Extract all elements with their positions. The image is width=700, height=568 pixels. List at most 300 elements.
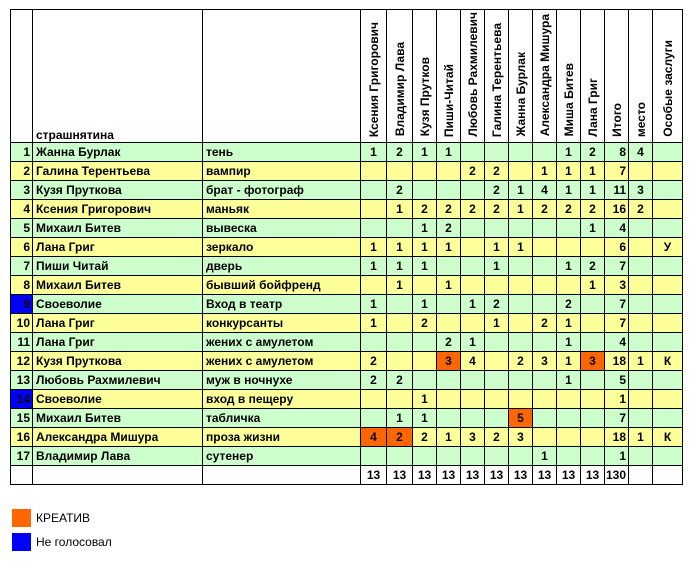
table-row — [11, 389, 683, 408]
work-cell: сутенер — [203, 446, 361, 465]
footer-cell — [203, 465, 361, 484]
author-cell: Своеволие — [33, 389, 203, 408]
vote-cell — [461, 389, 485, 408]
work-cell: брат - фотограф — [203, 180, 361, 199]
vote-cell — [361, 446, 387, 465]
vote-cell: 2 — [509, 351, 533, 370]
place-cell — [629, 218, 653, 237]
footer-vote-sum: 13 — [485, 465, 509, 484]
row-number: 5 — [11, 218, 33, 237]
work-header — [203, 10, 361, 143]
vote-cell: 1 — [557, 370, 581, 389]
vote-cell — [533, 370, 557, 389]
creative-swatch — [12, 509, 31, 527]
vote-cell: 1 — [557, 313, 581, 332]
total-cell: 1 — [605, 389, 629, 408]
vote-cell: 2 — [387, 180, 413, 199]
place-cell: 3 — [629, 180, 653, 199]
vote-cell — [509, 446, 533, 465]
header-row — [11, 10, 683, 143]
vote-cell — [361, 408, 387, 427]
vote-cell: 1 — [509, 180, 533, 199]
author-cell: Михаил Битев — [33, 218, 203, 237]
vote-cell: 3 — [581, 351, 605, 370]
vote-cell: 1 — [387, 275, 413, 294]
merit-cell: К — [653, 427, 683, 446]
vote-cell: 1 — [461, 332, 485, 351]
table-row — [11, 370, 683, 389]
vote-cell — [437, 161, 461, 180]
vote-cell: 1 — [485, 256, 509, 275]
vote-cell: 2 — [485, 180, 509, 199]
author-cell: Кузя Пруткова — [33, 351, 203, 370]
vote-cell: 2 — [437, 218, 461, 237]
voter-header-label: Александра Мишура — [537, 14, 552, 137]
work-cell: Вход в театр — [203, 294, 361, 313]
work-cell: тень — [203, 142, 361, 161]
vote-cell — [461, 218, 485, 237]
table-row — [11, 332, 683, 351]
place-cell — [629, 256, 653, 275]
total-cell: 18 — [605, 351, 629, 370]
vote-cell — [509, 294, 533, 313]
vote-cell — [461, 237, 485, 256]
vote-cell — [461, 313, 485, 332]
table-row — [11, 446, 683, 465]
voter-header — [361, 10, 387, 143]
total-header — [605, 10, 629, 143]
vote-cell: 4 — [461, 351, 485, 370]
total-cell: 7 — [605, 294, 629, 313]
vote-cell — [581, 427, 605, 446]
row-number: 16 — [11, 427, 33, 446]
table-row — [11, 427, 683, 446]
vote-cell — [581, 446, 605, 465]
vote-cell: 1 — [437, 237, 461, 256]
vote-cell: 1 — [413, 237, 437, 256]
vote-cell — [533, 408, 557, 427]
place-cell — [629, 275, 653, 294]
vote-cell — [437, 180, 461, 199]
vote-cell — [485, 389, 509, 408]
work-cell: вампир — [203, 161, 361, 180]
vote-cell — [361, 161, 387, 180]
vote-cell — [485, 370, 509, 389]
vote-cell — [581, 332, 605, 351]
vote-cell — [557, 408, 581, 427]
table-row — [11, 294, 683, 313]
author-cell: Лана Григ — [33, 313, 203, 332]
vote-cell: 1 — [387, 256, 413, 275]
vote-cell — [533, 389, 557, 408]
vote-cell: 2 — [361, 351, 387, 370]
vote-cell — [361, 332, 387, 351]
vote-cell — [361, 389, 387, 408]
vote-cell — [387, 446, 413, 465]
vote-cell — [485, 218, 509, 237]
vote-cell — [533, 332, 557, 351]
vote-cell: 2 — [485, 427, 509, 446]
work-cell: проза жизни — [203, 427, 361, 446]
vote-cell — [581, 408, 605, 427]
merit-cell: У — [653, 237, 683, 256]
vote-cell: 1 — [557, 351, 581, 370]
author-cell: Михаил Битев — [33, 275, 203, 294]
vote-cell: 1 — [413, 256, 437, 275]
place-cell — [629, 389, 653, 408]
vote-cell: 2 — [387, 427, 413, 446]
vote-cell — [461, 256, 485, 275]
work-cell: табличка — [203, 408, 361, 427]
vote-cell: 1 — [437, 142, 461, 161]
no-vote-swatch — [12, 533, 31, 551]
vote-cell: 1 — [361, 294, 387, 313]
work-cell: вход в пещеру — [203, 389, 361, 408]
total-cell: 3 — [605, 275, 629, 294]
table-row — [11, 218, 683, 237]
legend-label: КРЕАТИВ — [36, 511, 91, 525]
table-row — [11, 199, 683, 218]
vote-cell: 2 — [413, 313, 437, 332]
vote-cell — [557, 237, 581, 256]
vote-cell — [509, 275, 533, 294]
vote-cell: 1 — [509, 199, 533, 218]
table-row — [11, 351, 683, 370]
vote-cell — [437, 408, 461, 427]
vote-cell: 1 — [361, 256, 387, 275]
work-cell: маньяк — [203, 199, 361, 218]
place-cell: 1 — [629, 427, 653, 446]
voter-header — [387, 10, 413, 143]
vote-cell — [413, 446, 437, 465]
vote-cell: 1 — [387, 237, 413, 256]
row-number: 3 — [11, 180, 33, 199]
legend-label: Не голосовал — [36, 535, 112, 549]
place-cell: 2 — [629, 199, 653, 218]
author-cell: Кузя Пруткова — [33, 180, 203, 199]
place-cell: 4 — [629, 142, 653, 161]
vote-cell — [413, 351, 437, 370]
vote-cell — [509, 332, 533, 351]
vote-cell — [485, 446, 509, 465]
merit-cell — [653, 313, 683, 332]
vote-cell: 1 — [557, 332, 581, 351]
vote-cell: 5 — [509, 408, 533, 427]
vote-cell — [557, 427, 581, 446]
vote-cell: 2 — [581, 142, 605, 161]
vote-cell: 4 — [533, 180, 557, 199]
voter-header — [581, 10, 605, 143]
vote-cell — [413, 161, 437, 180]
voter-header-label: Ксения Григорович — [366, 21, 381, 137]
row-number: 1 — [11, 142, 33, 161]
vote-cell: 1 — [437, 275, 461, 294]
author-cell: Лана Григ — [33, 332, 203, 351]
vote-cell: 2 — [387, 142, 413, 161]
vote-cell — [557, 218, 581, 237]
row-number: 8 — [11, 275, 33, 294]
vote-cell: 2 — [413, 427, 437, 446]
vote-cell — [461, 408, 485, 427]
vote-cell — [557, 446, 581, 465]
total-cell: 7 — [605, 161, 629, 180]
footer-vote-sum: 13 — [533, 465, 557, 484]
row-number: 2 — [11, 161, 33, 180]
vote-cell: 1 — [413, 294, 437, 313]
table-row — [11, 256, 683, 275]
row-number: 15 — [11, 408, 33, 427]
row-number: 4 — [11, 199, 33, 218]
place-cell — [629, 370, 653, 389]
footer-vote-sum: 13 — [413, 465, 437, 484]
vote-cell — [533, 294, 557, 313]
vote-cell: 2 — [557, 294, 581, 313]
voter-header — [509, 10, 533, 143]
results-table — [10, 9, 683, 485]
vote-cell — [437, 256, 461, 275]
row-number: 9 — [11, 294, 33, 313]
vote-cell: 2 — [557, 199, 581, 218]
vote-cell — [485, 408, 509, 427]
vote-cell: 3 — [509, 427, 533, 446]
vote-cell: 2 — [485, 199, 509, 218]
vote-cell: 1 — [413, 389, 437, 408]
vote-cell — [557, 389, 581, 408]
merit-cell — [653, 332, 683, 351]
vote-cell — [509, 218, 533, 237]
total-cell: 4 — [605, 332, 629, 351]
vote-cell — [387, 218, 413, 237]
footer-grand-total: 130 — [605, 465, 629, 484]
vote-cell — [485, 332, 509, 351]
vote-cell: 1 — [387, 199, 413, 218]
place-cell — [629, 332, 653, 351]
vote-cell — [387, 313, 413, 332]
table-row — [11, 313, 683, 332]
vote-cell: 2 — [581, 256, 605, 275]
vote-cell: 2 — [437, 199, 461, 218]
vote-cell: 1 — [361, 237, 387, 256]
place-cell — [629, 294, 653, 313]
footer-vote-sum: 13 — [461, 465, 485, 484]
vote-cell: 2 — [413, 199, 437, 218]
footer-cell — [11, 465, 33, 484]
merit-cell — [653, 142, 683, 161]
merit-cell — [653, 370, 683, 389]
place-cell — [629, 161, 653, 180]
merit-cell — [653, 446, 683, 465]
merit-cell — [653, 161, 683, 180]
voter-header-label: Жанна Бурлак — [513, 52, 528, 137]
vote-cell — [581, 237, 605, 256]
vote-cell: 2 — [533, 199, 557, 218]
table-row — [11, 275, 683, 294]
vote-cell: 2 — [387, 370, 413, 389]
voter-header — [485, 10, 509, 143]
footer-vote-sum: 13 — [387, 465, 413, 484]
total-header-label: Итого — [609, 102, 624, 137]
vote-cell: 1 — [413, 408, 437, 427]
vote-cell: 1 — [361, 313, 387, 332]
vote-cell: 1 — [557, 161, 581, 180]
vote-cell — [509, 370, 533, 389]
vote-cell: 2 — [361, 370, 387, 389]
vote-cell: 1 — [557, 142, 581, 161]
author-cell: Пиши Читай — [33, 256, 203, 275]
vote-cell — [581, 294, 605, 313]
author-cell: Галина Терентьева — [33, 161, 203, 180]
vote-cell — [581, 370, 605, 389]
place-cell — [629, 313, 653, 332]
vote-cell: 1 — [557, 256, 581, 275]
vote-cell — [461, 275, 485, 294]
vote-cell: 1 — [557, 180, 581, 199]
vote-cell — [581, 389, 605, 408]
table-row — [11, 142, 683, 161]
vote-cell — [581, 313, 605, 332]
merit-header-label: Особые заслуги — [660, 39, 675, 137]
vote-cell: 2 — [461, 199, 485, 218]
author-cell: Лана Григ — [33, 237, 203, 256]
voter-header-label: Лана Григ — [585, 77, 600, 137]
total-cell: 7 — [605, 408, 629, 427]
footer-cell — [629, 465, 653, 484]
author-cell: Михаил Битев — [33, 408, 203, 427]
table-row — [11, 408, 683, 427]
vote-cell: 1 — [413, 142, 437, 161]
place-cell: 1 — [629, 351, 653, 370]
work-cell: муж в ночнухе — [203, 370, 361, 389]
vote-cell — [533, 237, 557, 256]
vote-cell: 3 — [437, 351, 461, 370]
work-cell: зеркало — [203, 237, 361, 256]
work-cell: вывеска — [203, 218, 361, 237]
voter-header-label: Пиши-Читай — [441, 63, 456, 137]
vote-cell: 2 — [485, 161, 509, 180]
place-header — [629, 10, 653, 143]
merit-cell — [653, 389, 683, 408]
vote-cell: 1 — [437, 427, 461, 446]
vote-cell: 4 — [361, 427, 387, 446]
row-number: 7 — [11, 256, 33, 275]
voter-header-label: Галина Терентьева — [489, 22, 504, 137]
row-number-header — [11, 10, 33, 143]
total-cell: 8 — [605, 142, 629, 161]
voter-header — [413, 10, 437, 143]
row-number: 10 — [11, 313, 33, 332]
author-cell: Своеволие — [33, 294, 203, 313]
voter-header — [437, 10, 461, 143]
merit-cell: К — [653, 351, 683, 370]
vote-cell — [361, 180, 387, 199]
footer-vote-sum: 13 — [437, 465, 461, 484]
author-cell: Александра Мишура — [33, 427, 203, 446]
vote-cell: 1 — [581, 218, 605, 237]
footer-cell — [33, 465, 203, 484]
vote-cell: 1 — [581, 180, 605, 199]
vote-cell: 1 — [581, 275, 605, 294]
vote-cell — [533, 142, 557, 161]
vote-cell — [361, 199, 387, 218]
row-number: 13 — [11, 370, 33, 389]
vote-cell — [485, 275, 509, 294]
total-cell: 4 — [605, 218, 629, 237]
author-cell: Любовь Рахмилевич — [33, 370, 203, 389]
vote-cell — [361, 218, 387, 237]
vote-cell — [361, 275, 387, 294]
table-title: страшнятина — [33, 10, 203, 143]
place-cell — [629, 408, 653, 427]
vote-cell — [533, 256, 557, 275]
vote-cell: 1 — [461, 294, 485, 313]
total-cell: 7 — [605, 313, 629, 332]
vote-cell: 1 — [509, 237, 533, 256]
vote-cell — [533, 275, 557, 294]
vote-cell: 1 — [485, 237, 509, 256]
vote-cell: 1 — [533, 446, 557, 465]
vote-cell — [509, 389, 533, 408]
vote-cell — [437, 370, 461, 389]
vote-cell: 1 — [387, 408, 413, 427]
vote-cell — [485, 351, 509, 370]
vote-cell — [413, 275, 437, 294]
voter-header — [533, 10, 557, 143]
row-number: 14 — [11, 389, 33, 408]
row-number: 6 — [11, 237, 33, 256]
vote-cell: 1 — [581, 161, 605, 180]
vote-cell — [413, 370, 437, 389]
vote-cell — [437, 313, 461, 332]
vote-cell — [437, 446, 461, 465]
work-cell: жених с амулетом — [203, 351, 361, 370]
vote-cell: 2 — [485, 294, 509, 313]
total-cell: 16 — [605, 199, 629, 218]
work-cell: конкурсанты — [203, 313, 361, 332]
row-number: 11 — [11, 332, 33, 351]
vote-cell: 2 — [461, 161, 485, 180]
merit-cell — [653, 256, 683, 275]
work-cell: бывший бойфренд — [203, 275, 361, 294]
vote-cell: 1 — [533, 161, 557, 180]
author-cell: Жанна Бурлак — [33, 142, 203, 161]
vote-cell — [533, 218, 557, 237]
vote-cell — [437, 294, 461, 313]
vote-cell: 1 — [413, 218, 437, 237]
vote-cell — [461, 142, 485, 161]
vote-cell — [387, 161, 413, 180]
table-row — [11, 161, 683, 180]
total-cell: 5 — [605, 370, 629, 389]
total-cell: 7 — [605, 256, 629, 275]
row-number: 12 — [11, 351, 33, 370]
vote-cell: 2 — [437, 332, 461, 351]
merit-cell — [653, 180, 683, 199]
total-cell: 6 — [605, 237, 629, 256]
merit-cell — [653, 199, 683, 218]
row-number: 17 — [11, 446, 33, 465]
vote-cell — [557, 275, 581, 294]
work-cell: жених с амулетом — [203, 332, 361, 351]
voter-header-label: Владимир Лава — [392, 42, 407, 137]
voter-header — [461, 10, 485, 143]
vote-cell — [437, 389, 461, 408]
place-cell — [629, 237, 653, 256]
merit-header — [653, 10, 683, 143]
vote-cell — [413, 180, 437, 199]
footer-cell — [653, 465, 683, 484]
vote-cell: 2 — [581, 199, 605, 218]
table-row — [11, 180, 683, 199]
